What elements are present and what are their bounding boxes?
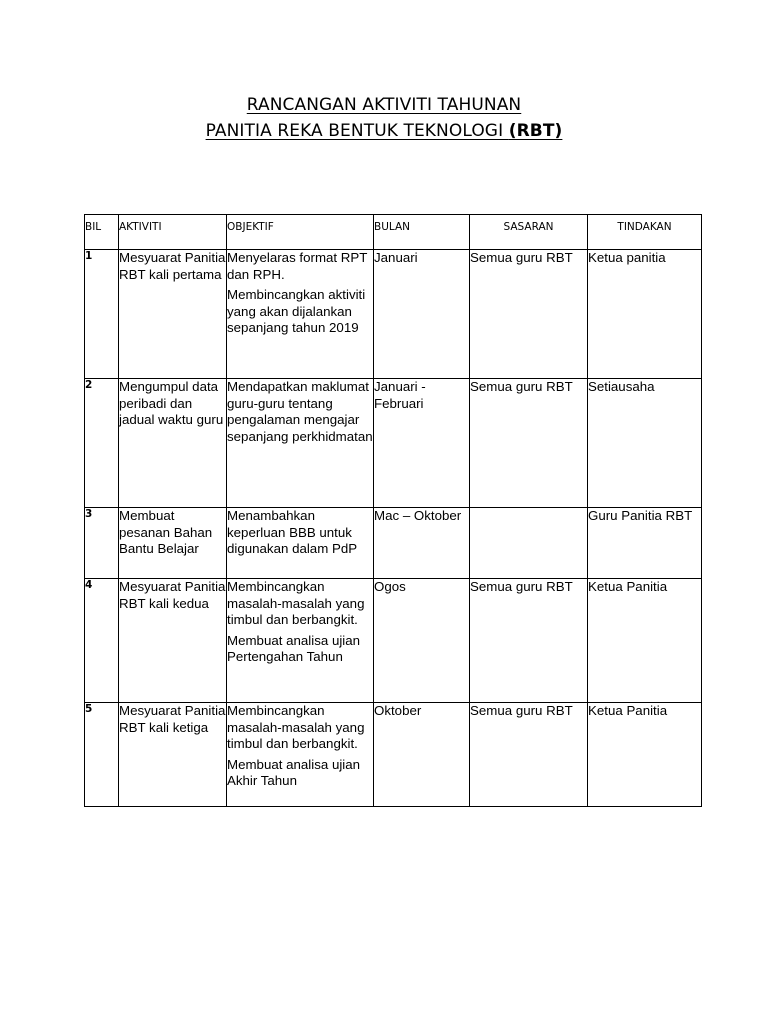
cell-tindakan: Ketua Panitia [588,579,702,703]
cell-tindakan: Ketua panitia [588,250,702,379]
table-row [85,703,702,807]
cell-objektif [227,250,374,379]
objektif-item: Menyelaras format RPT dan RPH. [227,250,368,282]
cell-sasaran: Semua guru RBT [470,703,588,807]
cell-aktiviti: Mesyuarat Panitia RBT kali kedua [119,579,227,703]
objektif-item: Menambahkan keperluan BBB untuk digunakan dalam PdP [227,508,358,556]
header-aktiviti: AKTIVITI [119,215,227,250]
objektif-item: Membuat analisa ujian Pertengahan Tahun [227,632,361,664]
subtitle-abbreviation: (RBT) [508,121,563,141]
table-row [85,579,702,703]
table-row [85,508,702,579]
cell-sasaran: Semua guru RBT [470,379,588,508]
cell-bil: 3 [85,508,119,579]
cell-aktiviti: Mesyuarat Panitia RBT kali ketiga [119,703,227,807]
cell-sasaran: Semua guru RBT [470,250,588,379]
document-title: RANCANGAN AKTIVITI TAHUNAN [246,95,522,115]
cell-bulan: Januari [374,250,470,379]
cell-sasaran: Semua guru RBT [470,579,588,703]
table-row [85,379,702,508]
table-row [85,250,702,379]
objektif-item: Membincangkan masalah-masalah yang timbul dan berbangkit. [227,703,365,751]
cell-bil: 2 [85,379,119,508]
cell-bil: 1 [85,250,119,379]
cell-bil: 5 [85,703,119,807]
header-objektif: OBJEKTIF [227,215,374,250]
cell-bulan: Oktober [374,703,470,807]
cell-bulan: Mac – Oktober [374,508,470,579]
cell-objektif [227,379,374,508]
cell-tindakan: Setiausaha [588,379,702,508]
subtitle-text: PANITIA REKA BENTUK TEKNOLOGI [205,121,509,141]
activity-table [84,214,702,807]
cell-aktiviti: Membuat pesanan Bahan Bantu Belajar [119,508,227,579]
cell-bil: 4 [85,579,119,703]
cell-aktiviti: Mengumpul data peribadi dan jadual waktu guru [119,379,227,508]
objektif-item: Membincangkan masalah-masalah yang timbul dan berbangkit. [227,579,365,627]
cell-tindakan: Ketua Panitia [588,703,702,807]
header-bil: BIL [85,215,119,250]
cell-bulan: Ogos [374,579,470,703]
cell-bulan: Januari - Februari [374,379,470,508]
header-sasaran: SASARAN [470,215,588,250]
cell-aktiviti: Mesyuarat Panitia RBT kali pertama [119,250,227,379]
objektif-item: Mendapatkan maklumat guru-guru tentang pengalaman mengajar sepanjang perkhidmatan [227,379,373,444]
cell-objektif [227,579,374,703]
cell-sasaran [470,508,588,579]
document-subtitle [0,121,768,141]
table-header-row [85,215,702,250]
cell-objektif [227,703,374,807]
cell-tindakan: Guru Panitia RBT [588,508,702,579]
header-bulan: BULAN [374,215,470,250]
header-tindakan: TINDAKAN [588,215,702,250]
objektif-item: Membincangkan aktiviti yang akan dijalankan sepanjang tahun 2019 [227,287,366,335]
cell-objektif [227,508,374,579]
objektif-item: Membuat analisa ujian Akhir Tahun [227,756,361,788]
